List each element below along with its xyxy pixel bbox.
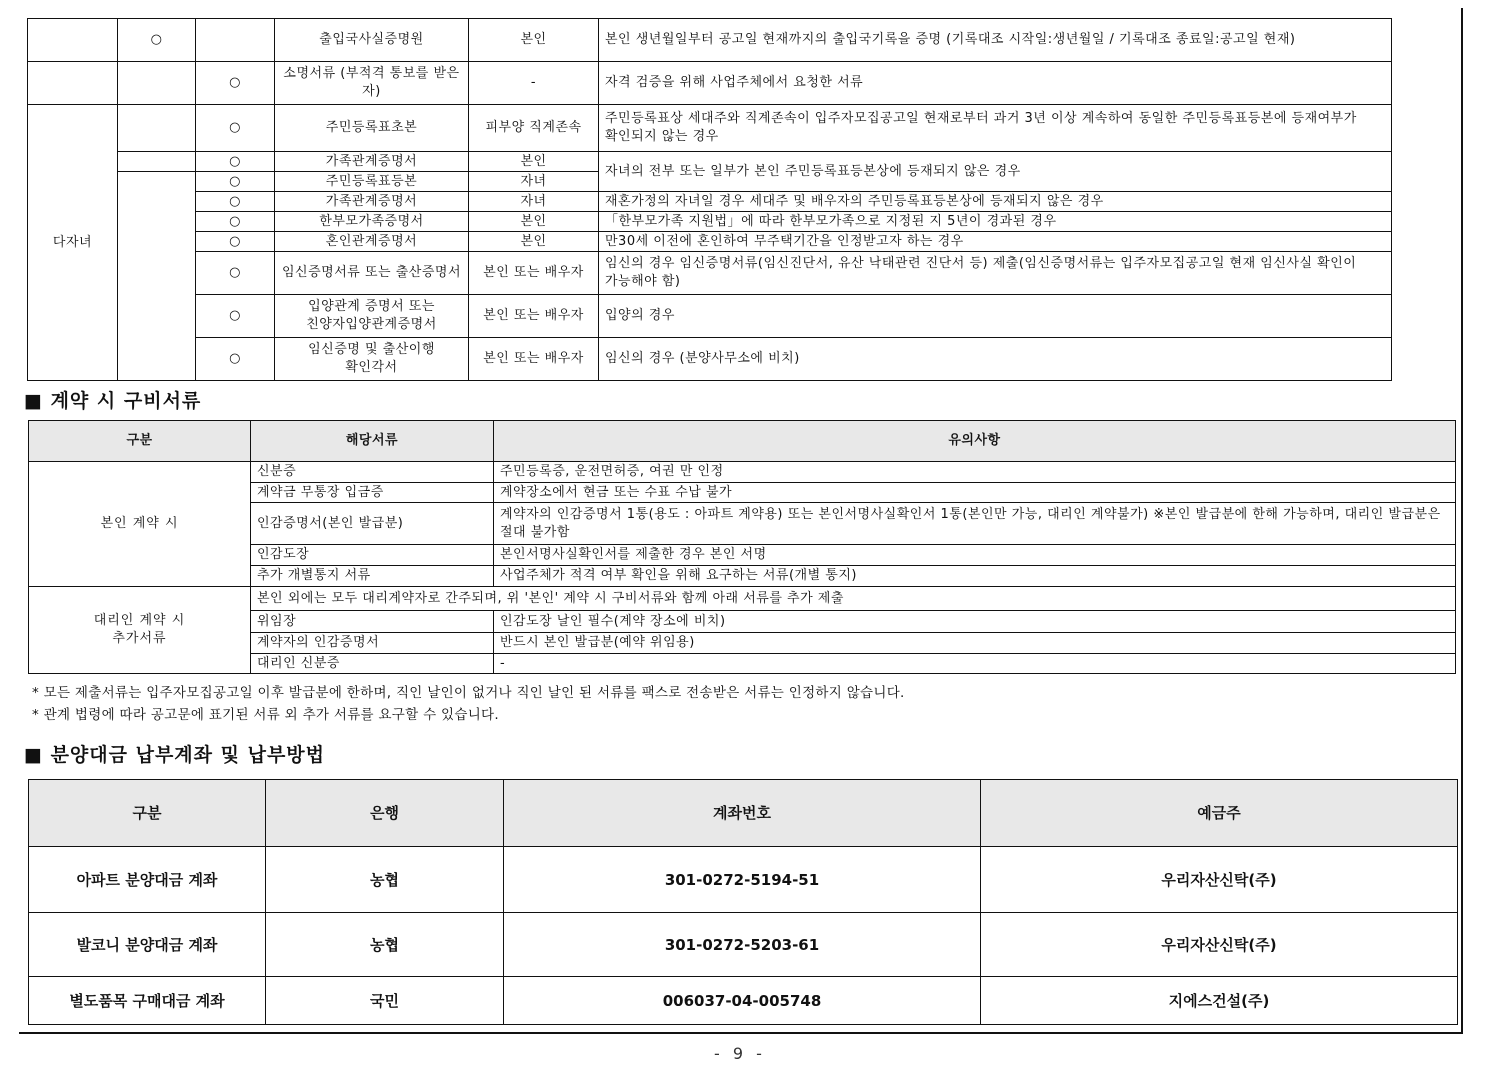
note: 인감도장 날인 필수(계약 장소에 비치): [494, 611, 1456, 633]
column-header: 구분: [29, 421, 251, 462]
note: 만30세 이전에 혼인하여 무주택기간을 인정받고자 하는 경우: [599, 232, 1392, 252]
account-number: 006037-04-005748: [504, 977, 981, 1025]
empty-cell: [28, 62, 118, 105]
document-name: 계약금 무통장 입금증: [251, 483, 494, 503]
required-circle: ○: [196, 192, 275, 212]
note: 「한부모가족 지원법」에 따라 한부모가족으로 지정된 지 5년이 경과된 경우: [599, 212, 1392, 232]
table-row: [28, 232, 1392, 252]
table-row: [29, 587, 1456, 611]
column-header: 해당서류: [251, 421, 494, 462]
table-row: [28, 252, 1392, 295]
issuer: 본인 또는 배우자: [469, 295, 599, 338]
note: 임신의 경우 (분양사무소에 비치): [599, 338, 1392, 381]
document-name: 혼인관계증명서: [275, 232, 469, 252]
group-label-proxy: [29, 587, 251, 674]
note: 임신의 경우 임신증명서류(임신진단서, 유산 낙태관련 진단서 등) 제출(임신증명서류는 입주자모집공고일 현재 임신사실 확인이 가능해야 함): [599, 252, 1392, 295]
note: 주민등록증, 운전면허증, 여권 만 인정: [494, 462, 1456, 483]
table-row: [28, 192, 1392, 212]
required-circle: ○: [118, 19, 196, 62]
contract-documents-table: [28, 420, 1456, 674]
group-label-self: [29, 462, 251, 587]
account-type: 아파트 분양대금 계좌: [29, 847, 266, 913]
document-name: 가족관계증명서: [275, 152, 469, 172]
empty-cell: [118, 62, 196, 105]
required-circle: ○: [196, 105, 275, 152]
document-name: 위임장: [251, 611, 494, 633]
issuer: 자녀: [469, 172, 599, 192]
footnote: * 관계 법령에 따라 공고문에 표기된 서류 외 추가 서류를 요구할 수 있습니다.: [32, 707, 499, 723]
required-circle: ○: [196, 152, 275, 172]
document-name: 계약자의 인감증명서: [251, 633, 494, 654]
note: 자격 검증을 위해 사업주체에서 요청한 서류: [599, 62, 1392, 105]
issuer: 본인: [469, 152, 599, 172]
document-name: 소명서류 (부적격 통보를 받은 자): [275, 62, 469, 105]
table-header-row: [29, 421, 1456, 462]
issuer: 본인: [469, 19, 599, 62]
column-header: 은행: [266, 780, 504, 847]
document-name: 임신증명서류 또는 출산증명서: [275, 252, 469, 295]
note: -: [494, 654, 1456, 674]
account-number: 301-0272-5203-61: [504, 913, 981, 977]
document-name: 입양관계 증명서 또는 친양자입양관계증명서: [275, 295, 469, 338]
account-holder: 지에스건설(주): [981, 977, 1458, 1025]
document-name: 추가 개별통지 서류: [251, 566, 494, 587]
multi-child-documents-table: [27, 18, 1392, 381]
table-row: [28, 105, 1392, 152]
section-title-contract: ■ 계약 시 구비서류: [24, 390, 202, 412]
table-row: [29, 847, 1458, 913]
empty-cell: [118, 172, 196, 381]
note: 재혼가정의 자녀일 경우 세대주 및 배우자의 주민등록표등본상에 등재되지 않은 경우: [599, 192, 1392, 212]
required-circle: ○: [196, 252, 275, 295]
section-title-payment: ■ 분양대금 납부계좌 및 납부방법: [24, 744, 326, 766]
required-circle: ○: [196, 232, 275, 252]
document-name: 대리인 신분증: [251, 654, 494, 674]
table-row: [28, 62, 1392, 105]
empty-cell: [28, 19, 118, 62]
column-header: 예금주: [981, 780, 1458, 847]
document-name: 출입국사실증명원: [275, 19, 469, 62]
document-name: 인감도장: [251, 545, 494, 566]
table-row: [28, 152, 1392, 172]
table-row: [28, 338, 1392, 381]
document-name: 임신증명 및 출산이행 확인각서: [275, 338, 469, 381]
footnote: * 모든 제출서류는 입주자모집공고일 이후 발급분에 한하며, 직인 날인이 없거나 직인 날인 된 서류를 팩스로 전송받은 서류는 인정하지 않습니다.: [32, 685, 905, 701]
table-row: [29, 462, 1456, 483]
empty-cell: [118, 152, 196, 172]
table-row: [29, 977, 1458, 1025]
proxy-intro: 본인 외에는 모두 대리계약자로 간주되며, 위 '본인' 계약 시 구비서류와 함께 아래 서류를 추가 제출: [251, 587, 1456, 611]
table-row: [29, 913, 1458, 977]
issuer: 자녀: [469, 192, 599, 212]
bank-name: 국민: [266, 977, 504, 1025]
document-name: 인감증명서(본인 발급분): [251, 503, 494, 545]
note: 입양의 경우: [599, 295, 1392, 338]
required-circle: ○: [196, 295, 275, 338]
note: 반드시 본인 발급분(예약 위임용): [494, 633, 1456, 654]
payment-accounts-table: [28, 779, 1458, 1025]
issuer: 본인: [469, 212, 599, 232]
issuer: 피부양 직계존속: [469, 105, 599, 152]
issuer: 본인 또는 배우자: [469, 252, 599, 295]
account-holder: 우리자산신탁(주): [981, 913, 1458, 977]
issuer: 본인: [469, 232, 599, 252]
column-header: 계좌번호: [504, 780, 981, 847]
account-type: 별도품목 구매대금 계좌: [29, 977, 266, 1025]
document-name: 한부모가족증명서: [275, 212, 469, 232]
note: 계약자의 인감증명서 1통(용도 : 아파트 계약용) 또는 본인서명사실확인서 1통(본인만 가능, 대리인 계약불가) ※본인 발급분에 한해 가능하며, 대리인 발급분은 절대 불가함: [494, 503, 1456, 545]
column-header: 구분: [29, 780, 266, 847]
required-circle: ○: [196, 62, 275, 105]
required-circle: ○: [196, 212, 275, 232]
empty-cell: [118, 105, 196, 152]
account-number: 301-0272-5194-51: [504, 847, 981, 913]
account-type: 발코니 분양대금 계좌: [29, 913, 266, 977]
group-label-text: 대리인 계약 시 추가서류: [93, 613, 186, 646]
document-name: 주민등록표등본: [275, 172, 469, 192]
note: 사업주체가 적격 여부 확인을 위해 요구하는 서류(개별 통지): [494, 566, 1456, 587]
page-number: - 9 -: [714, 1044, 766, 1063]
required-circle: ○: [196, 172, 275, 192]
category-label: 다자녀: [28, 105, 118, 381]
bank-name: 농협: [266, 913, 504, 977]
column-header: 유의사항: [494, 421, 1456, 462]
table-row: [28, 295, 1392, 338]
document-name: 주민등록표초본: [275, 105, 469, 152]
bank-name: 농협: [266, 847, 504, 913]
document-name: 가족관계증명서: [275, 192, 469, 212]
required-circle: ○: [196, 338, 275, 381]
document-name: 신분증: [251, 462, 494, 483]
note: 자녀의 전부 또는 일부가 본인 주민등록표등본상에 등재되지 않은 경우: [599, 152, 1392, 192]
table-header-row: [29, 780, 1458, 847]
note: 본인 생년월일부터 공고일 현재까지의 출입국기록을 증명 (기록대조 시작일:생년월일 / 기록대조 종료일:공고일 현재): [599, 19, 1392, 62]
table-row: [28, 19, 1392, 62]
empty-cell: [196, 19, 275, 62]
note: 주민등록표상 세대주와 직계존속이 입주자모집공고일 현재로부터 과거 3년 이상 계속하여 동일한 주민등록표등본에 등재여부가 확인되지 않는 경우: [599, 105, 1392, 152]
issuer: -: [469, 62, 599, 105]
account-holder: 우리자산신탁(주): [981, 847, 1458, 913]
note: 계약장소에서 현금 또는 수표 수납 불가: [494, 483, 1456, 503]
note: 본인서명사실확인서를 제출한 경우 본인 서명: [494, 545, 1456, 566]
table-row: [28, 212, 1392, 232]
group-label-text: 본인 계약 시: [100, 516, 179, 531]
issuer: 본인 또는 배우자: [469, 338, 599, 381]
